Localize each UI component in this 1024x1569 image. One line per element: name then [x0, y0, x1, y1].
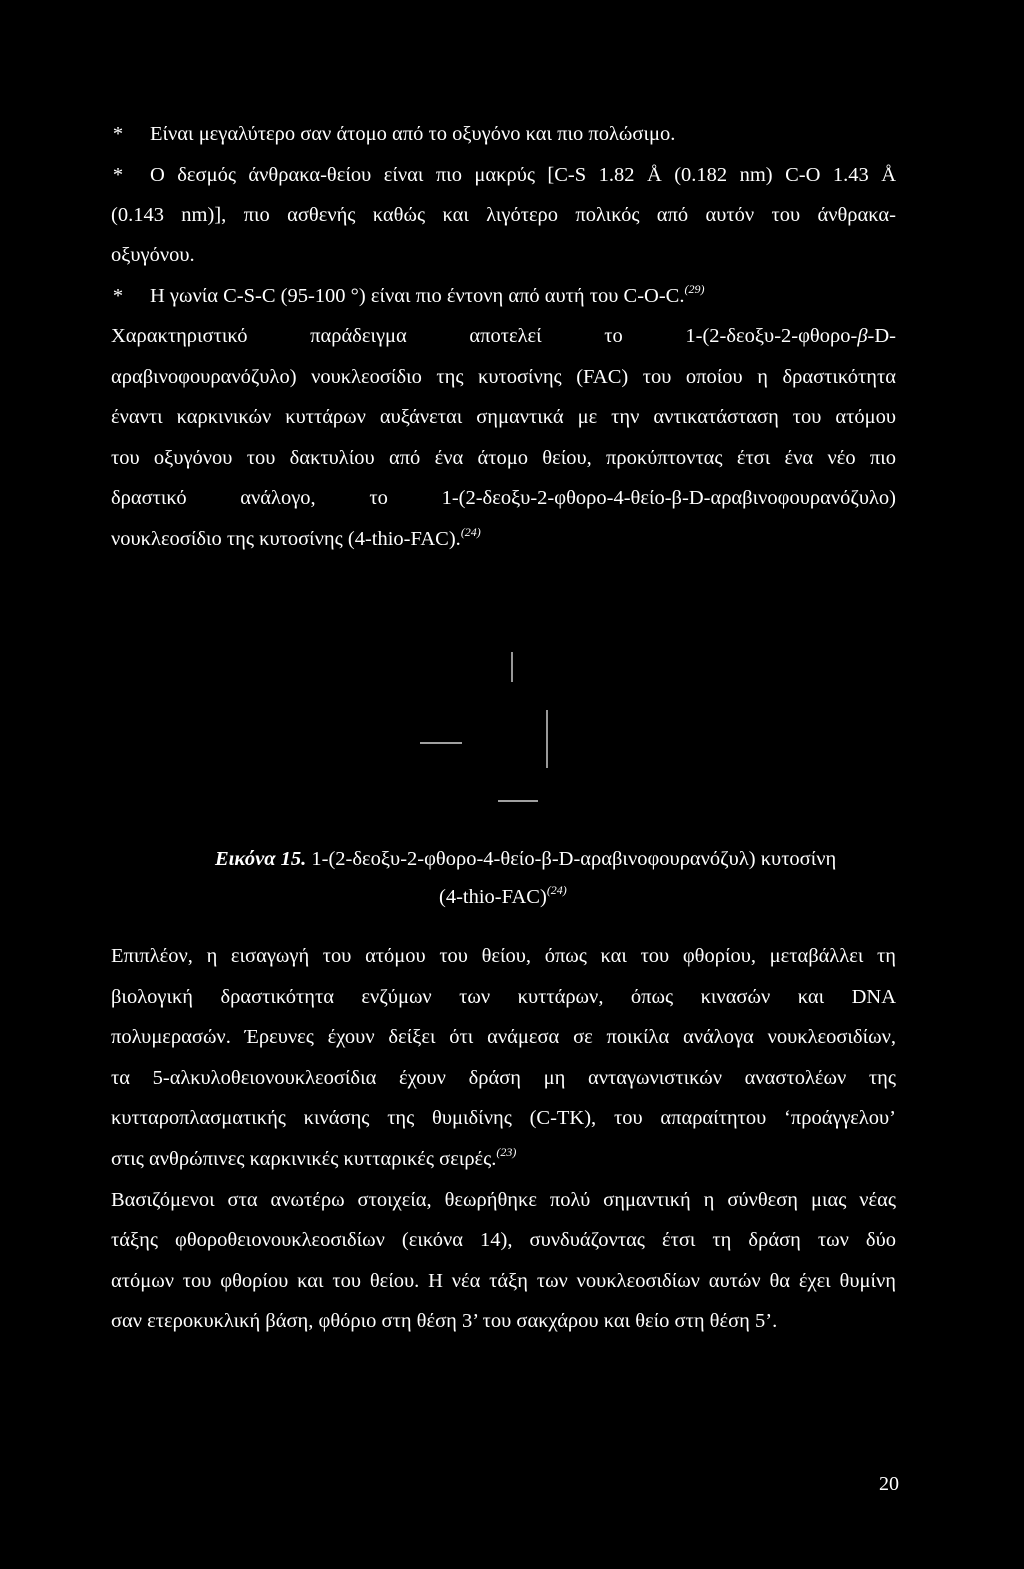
- paragraph-line: πολυμερασών. Έρευνες έχουν δείξει ότι ανάμεσα σε ποικίλα ανάλογα νουκλεοσιδίων,: [111, 1026, 896, 1048]
- paragraph-line: τάξης φθοροθειονουκλεοσιδίων (εικόνα 14), συνδυάζοντας έτσι τη δράση των δύο: [111, 1229, 896, 1251]
- paragraph-line: [111, 324, 896, 348]
- bullet-text-continued: οξυγόνου.: [111, 244, 195, 266]
- caption-text: (4-thio-FAC): [439, 886, 547, 908]
- paragraph-line: [111, 1147, 516, 1171]
- paragraph-line: έναντι καρκινικών κυττάρων αυξάνεται σημαντικά με την αντικατάσταση του ατόμου: [111, 406, 896, 428]
- bullet-text-body: Η γωνία C-S-C (95-100 °) είναι πιο έντονη από αυτή του C-O-C.: [150, 285, 685, 307]
- page-number: 20: [879, 1473, 899, 1495]
- citation-ref: (24): [460, 525, 481, 539]
- citation-ref: (23): [496, 1145, 517, 1159]
- paragraph-line: σαν ετεροκυκλική βάση, φθόριο στη θέση 3’ του σακχάρου και θείο στη θέση 5’.: [111, 1310, 778, 1332]
- bullet-text: [150, 284, 704, 308]
- paragraph-line: Βασιζόμενοι στα ανωτέρω στοιχεία, θεωρήθηκε πολύ σημαντική η σύνθεση μιας νέας: [111, 1189, 896, 1211]
- caption-label: Εικόνα 15.: [215, 848, 307, 870]
- paragraph-line: τα 5-αλκυλοθειονουκλεοσίδια έχουν δράση μη ανταγωνιστικών αναστολέων της: [111, 1067, 896, 1089]
- bullet-text-continued: (0.143 nm)], πιο ασθενής καθώς και λιγότερο πολικός από αυτόν του άνθρακα-: [111, 204, 896, 226]
- citation-ref: (29): [684, 282, 705, 296]
- paragraph-text: στις ανθρώπινες καρκινικές κυτταρικές σειρές.: [111, 1148, 497, 1170]
- paragraph-line: βιολογική δραστικότητα ενζύμων των κυττάρων, όπως κινασών και DNA: [111, 986, 896, 1008]
- bullet-marker: *: [112, 285, 124, 307]
- figure-caption-line2: [439, 885, 567, 909]
- bullet-marker: *: [112, 164, 124, 186]
- paragraph-line: του οξυγόνου του δακτυλίου από ένα άτομο θείου, προκύπτοντας έτσι ένα νέο πιο: [111, 447, 896, 469]
- paragraph-line: ατόμων του φθορίου και του θείου. Η νέα τάξη των νουκλεοσιδίων αυτών θα έχει θυμίνη: [111, 1270, 896, 1292]
- bullet-text: Είναι μεγαλύτερο σαν άτομο από το οξυγόνο και πιο πολώσιμο.: [150, 123, 676, 145]
- bullet-marker: *: [112, 123, 124, 145]
- paragraph-text: νουκλεοσίδιο της κυτοσίνης (4-thio-FAC).: [111, 528, 461, 550]
- paragraph-text-italic: β: [857, 325, 868, 347]
- paragraph-line: αραβινοφουρανόζυλο) νουκλεοσίδιο της κυτοσίνης (FAC) του οποίου η δραστικότητα: [111, 366, 896, 388]
- paragraph-line: δραστικό ανάλογο, το 1-(2-δεοξυ-2-φθορο-4-θείο-β-D-αραβινοφουρανόζυλο): [111, 487, 896, 509]
- citation-ref: (24): [546, 883, 567, 897]
- paragraph-text: -D-: [867, 325, 896, 347]
- chemical-structure-figure: [400, 640, 600, 820]
- figure-caption: [215, 847, 836, 871]
- paragraph-text: Χαρακτηριστικό παράδειγμα αποτελεί το 1-(2-δεοξυ-2-φθορο-: [111, 325, 858, 347]
- caption-text: 1-(2-δεοξυ-2-φθορο-4-θείο-β-D-αραβινοφουρανόζυλ) κυτοσίνη: [306, 848, 837, 870]
- paragraph-line: κυτταροπλασματικής κινάσης της θυμιδίνης (C-TK), του απαραίτητου ‘προάγγελου’: [111, 1107, 896, 1129]
- bullet-text: Ο δεσμός άνθρακα-θείου είναι πιο μακρύς [C-S 1.82 Å (0.182 nm) C-O 1.43 Å: [150, 164, 896, 186]
- paragraph-line: Επιπλέον, η εισαγωγή του ατόμου του θείου, όπως και του φθορίου, μεταβάλλει τη: [111, 945, 896, 967]
- paragraph-line: [111, 527, 481, 551]
